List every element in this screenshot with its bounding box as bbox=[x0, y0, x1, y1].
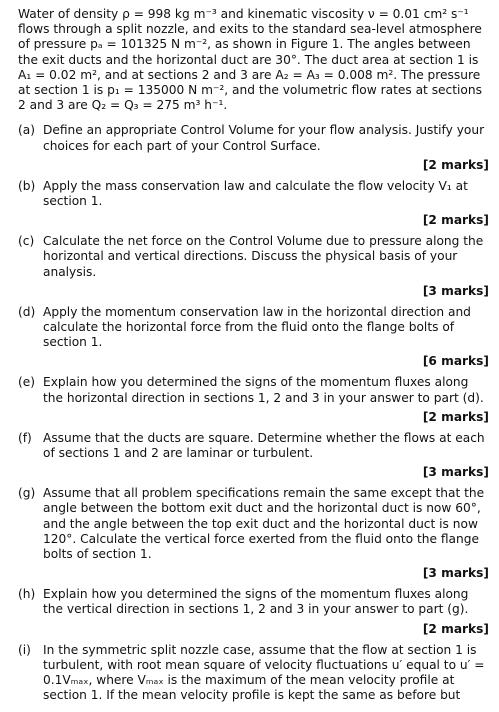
question-item bbox=[18, 305, 489, 370]
question-label: (c) bbox=[18, 234, 35, 249]
question-text: Apply the momentum conservation law in the horizontal direction and calculate the horizontal force from the fluid onto the flange bolts of section 1. bbox=[43, 304, 471, 350]
question-marks: [2 marks] bbox=[422, 213, 489, 228]
question-item bbox=[18, 587, 489, 636]
question-text: Explain how you determined the signs of the momentum fluxes along the vertical direction in sections 1, 2 and 3 in your answer to part (g). bbox=[43, 587, 469, 617]
question-text-block bbox=[18, 375, 489, 405]
question-list bbox=[18, 123, 489, 707]
question-text: In the symmetric split nozzle case, assume that the flow at section 1 is turbulent, with root mean square of velocity fluctuations u′ equal to u′ = 0.1Vₘₐₓ, where Vₘₐₓ is the maximum of the mean velocity profile at section 1. If the mean velocity profile is kept the same as before but bbox=[43, 642, 485, 703]
question-item bbox=[18, 643, 489, 708]
question-marks: [3 marks] bbox=[422, 283, 489, 298]
question-label: (g) bbox=[18, 486, 36, 501]
question-text-block bbox=[18, 234, 489, 280]
question-text-block bbox=[18, 587, 489, 617]
question-marks: [2 marks] bbox=[422, 157, 489, 172]
problem-intro: Water of density ρ = 998 kg m⁻³ and kinematic viscosity ν = 0.01 cm² s⁻¹ flows through a split nozzle, and exits to the standard sea-level atmosphere of pressure pₐ = 101325 N m⁻², as shown in Figure 1. The angles between the exit ducts and the horizontal duct are 30°. The duct area at section 1 is A₁ = 0.02 m², and at sections 2 and 3 are A₂ = A₃ = 0.008 m². The pressure at section 1 is p₁ = 135000 N m⁻², and the volumetric flow rates at sections 2 and 3 are Q₂ = Q₃ = 275 m³ h⁻¹. bbox=[18, 7, 482, 113]
question-marks: [3 marks] bbox=[422, 566, 489, 581]
question-label: (b) bbox=[18, 178, 36, 193]
question-label: (h) bbox=[18, 587, 36, 602]
question-text: Assume that the ducts are square. Determine whether the flows at each of sections 1 and 2 are laminar or turbulent. bbox=[43, 430, 485, 461]
question-label: (d) bbox=[18, 304, 36, 319]
question-marks: [6 marks] bbox=[422, 354, 489, 369]
question-item bbox=[18, 123, 489, 172]
question-item bbox=[18, 486, 489, 581]
question-text-block bbox=[18, 123, 489, 153]
question-text-block bbox=[18, 643, 489, 704]
question-text: Calculate the net force on the Control Volume due to pressure along the horizontal and vertical directions. Discuss the physical basis of your analysis. bbox=[43, 234, 484, 279]
question-text: Assume that all problem specifications remain the same except that the angle between the bottom exit duct and the horizontal duct is now 60°, and the angle between the top exit duct and the horizontal duct is now 120°. Calculate the vertical force exerted from the fluid onto the flange bolts of section 1. bbox=[43, 486, 485, 562]
question-label: (e) bbox=[18, 375, 36, 390]
question-item bbox=[18, 431, 489, 480]
question-marks: [2 marks] bbox=[422, 409, 489, 424]
question-marks: [3 marks] bbox=[422, 465, 489, 480]
question-label: (i) bbox=[18, 642, 31, 657]
question-item bbox=[18, 375, 489, 424]
question-marks: [2 marks] bbox=[422, 621, 489, 636]
question-text: Define an appropriate Control Volume for your flow analysis. Justify your choices for each part of your Control Surface. bbox=[43, 123, 485, 153]
question-text: Explain how you determined the signs of the momentum fluxes along the horizontal direction in sections 1, 2 and 3 in your answer to part (d). bbox=[43, 375, 484, 405]
question-text: Apply the mass conservation law and calculate the flow velocity V₁ at section 1. bbox=[43, 178, 468, 209]
question-text-block bbox=[18, 486, 489, 562]
question-text-block bbox=[18, 431, 489, 461]
question-item bbox=[18, 179, 489, 228]
question-text-block bbox=[18, 305, 489, 351]
question-label: (a) bbox=[18, 123, 35, 138]
question-label: (f) bbox=[18, 430, 32, 445]
question-item bbox=[18, 234, 489, 299]
question-text-block bbox=[18, 179, 489, 209]
